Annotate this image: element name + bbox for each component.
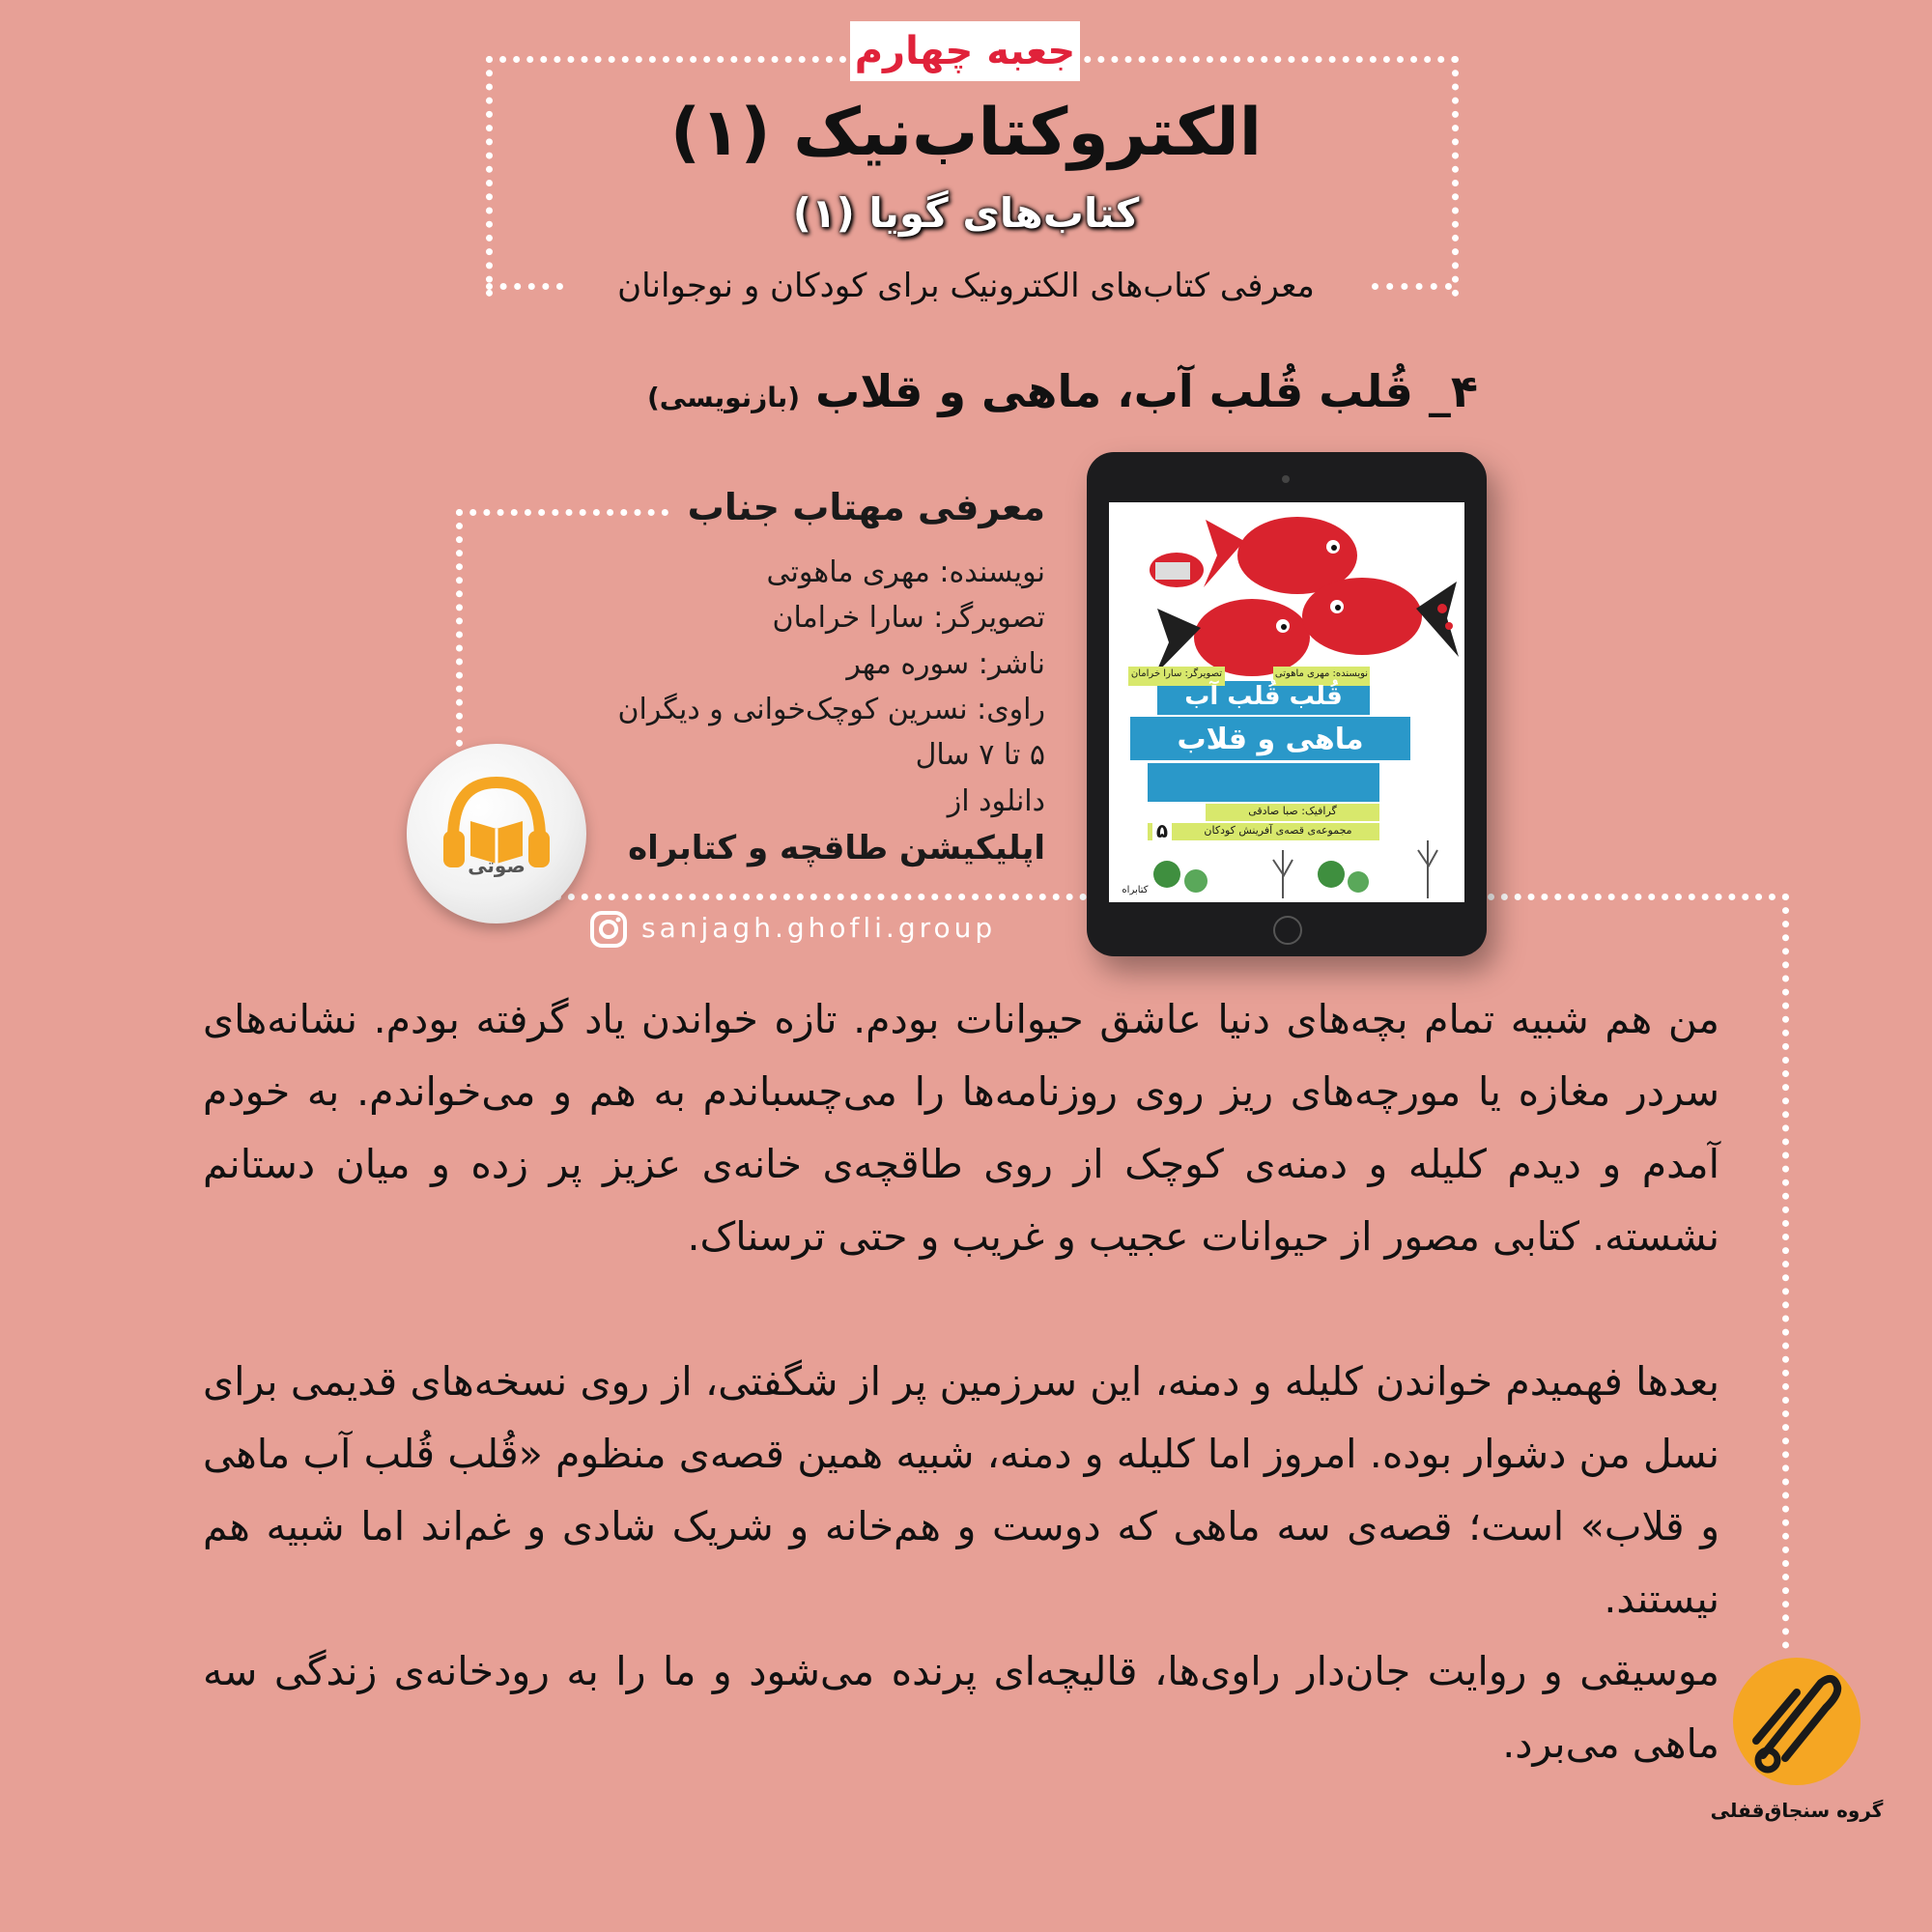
audio-badge-label: صوتی [468, 854, 526, 877]
instagram-handle[interactable]: sanjagh.ghofli.group [641, 912, 997, 944]
group-logo-label: گروه سنجاق‌قفلی [1710, 1799, 1884, 1822]
illustrator-line: تصویرگر: سارا خرامان [772, 601, 1045, 635]
download-label: دانلود از [947, 784, 1045, 818]
cover-title-1: قُلب قُلب آب [1184, 682, 1343, 711]
right-frame-right [1782, 894, 1789, 1649]
info-frame-bottom [541, 894, 1087, 900]
narrator-line: راوی: نسرین کوچک‌خوانی و دیگران [617, 693, 1045, 726]
instagram-icon [589, 910, 628, 949]
download-apps[interactable]: اپلیکیشن طاقچه و کتابراه [628, 829, 1045, 867]
publisher-line: ناشر: سوره مهر [846, 647, 1045, 681]
headphones-book-icon [407, 744, 586, 923]
intro-text: معرفی کتاب‌های الکترونیک برای کودکان و نوجوانان [617, 267, 1315, 305]
info-frame-left [456, 509, 463, 747]
book-cover[interactable] [1109, 502, 1464, 902]
cover-author: نویسنده: مهری ماهوتی [1274, 668, 1369, 679]
body-paragraph-1: من هم شبیه تمام بچه‌های دنیا عاشق حیوانات بودم. تازه خواندن یاد گرفته بودم. نشانه‌های سردر مغازه یا مورچه‌های ریز روی روزنامه‌ها را می‌چسباندم به هم و می‌خواندم. به خودم آمدم و دیدم کلیله و دمنه‌ی کوچک از روی طاقچه‌ی خانه‌ی عزیز پر زده و میان دستانم نشسته. کتابی مصور از حیوانات عجیب و غریب و حتی ترسناک. [203, 996, 1719, 1260]
cover-number: ۵ [1155, 819, 1169, 842]
right-frame-top [1488, 894, 1789, 900]
tablet-home-button [1273, 916, 1302, 945]
body-paragraph-2: بعدها فهمیدم خواندن کلیله و دمنه، این سرزمین پر از شگفتی، از روی نسخه‌های قدیمی برای نسل من دشوار بوده. امروز اما کلیله و دمنه، شبیه همین قصه‌ی منظوم «قُلب قُلب آب ماهی و قلاب» است؛ قصه‌ی سه ماهی که دوست و هم‌خانه و شریک شادی و غم‌اند اما شبیه هم نیستند. [203, 1358, 1719, 1622]
cover-title-2: ماهی و قلاب [1177, 723, 1364, 756]
cover-graphic-credit: گرافیک: صبا صادقی [1248, 805, 1337, 817]
cover-illustrator: تصویرگر: سارا خرامان [1130, 668, 1223, 679]
header-dotted-frame [486, 56, 1459, 297]
book-title-text: ۴_ قُلب قُلب آب، ماهی و قلاب [815, 365, 1478, 417]
reviewer-heading: معرفی مهتاب جناب [687, 486, 1045, 528]
tablet-camera [1282, 475, 1290, 483]
page-title: الکتروکتاب‌نیک (۱) [669, 95, 1263, 171]
age-line: ۵ تا ۷ سال [915, 738, 1045, 772]
book-title-note: (بازنویسی) [646, 382, 801, 413]
safety-pin-logo-icon [1729, 1654, 1864, 1789]
page-subtitle: کتاب‌های گویا (۱) [792, 189, 1140, 237]
book-title [580, 365, 1478, 417]
audio-badge [407, 744, 586, 923]
author-line: نویسنده: مهری ماهوتی [766, 555, 1045, 589]
cover-publisher-mark: کتابراه [1122, 885, 1149, 895]
cover-series: مجموعه‌ی قصه‌ی آفرینش کودکان [1204, 824, 1352, 837]
body-paragraph-3: موسیقی و روایت جان‌دار راوی‌ها، قالیچه‌ای پرنده می‌شود و ما را به رودخانه‌ی زندگی سه ماهی می‌برد. [203, 1648, 1719, 1767]
box-label: جعبه چهارم [854, 29, 1076, 73]
